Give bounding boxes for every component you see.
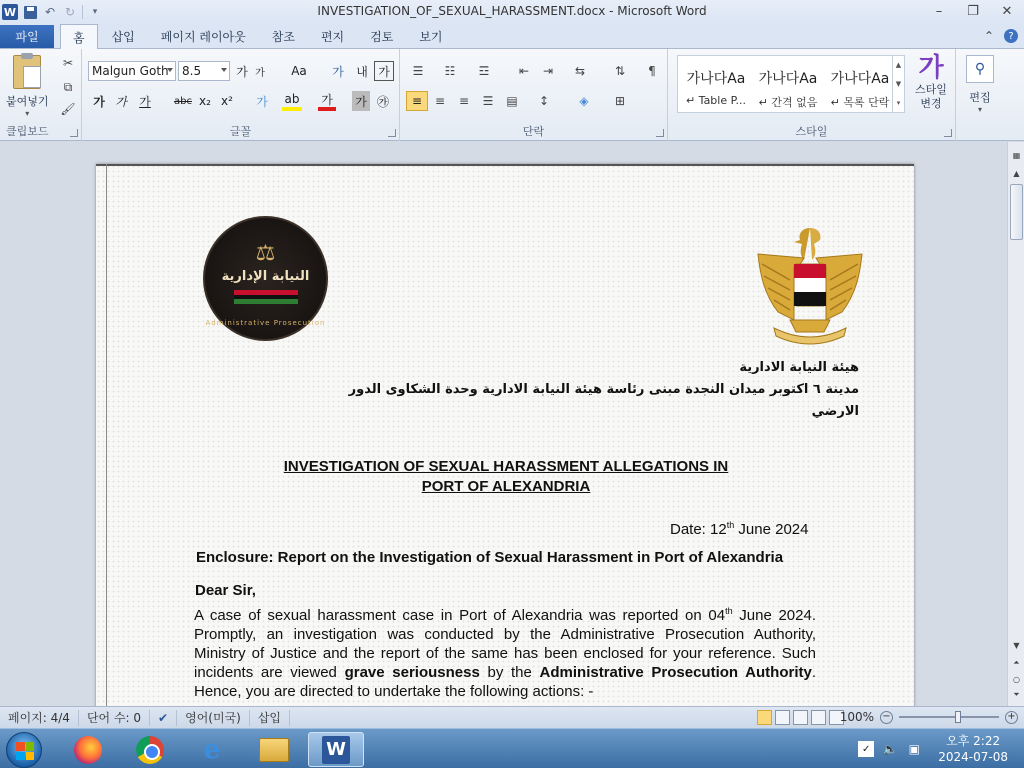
ruler-toggle-icon[interactable]: ▦ — [1012, 150, 1021, 160]
quick-styles-gallery — [677, 55, 905, 113]
body-paragraph — [194, 602, 816, 701]
word-count[interactable]: 단어 수: 0 — [79, 710, 150, 726]
body-bold-2: Administrative Prosecution Authority — [539, 664, 812, 681]
align-left-icon[interactable]: ≡ — [406, 91, 428, 111]
body-bold-1: grave seriousness — [344, 664, 480, 681]
status-bar — [0, 706, 1024, 728]
arabic-address-line: مدينة ٦ اكتوبر ميدان النجدة مبنى رئاسة هيئة النيابة الادارية وحدة الشكاوى الدور — [348, 382, 859, 397]
help-icon[interactable]: ? — [1004, 29, 1018, 43]
bullets-icon[interactable]: ☰ — [412, 64, 424, 78]
body-text-4: . Hence, you are directed to undertake the following actions: - — [194, 664, 817, 700]
show-marks-icon[interactable]: ¶ — [648, 64, 656, 78]
date-ordinal: th — [726, 520, 735, 530]
view-buttons — [757, 710, 844, 725]
increase-indent-icon[interactable]: ⇥ — [542, 64, 554, 78]
style-preview: 가나다Aa — [686, 71, 746, 87]
paste-icon — [13, 55, 41, 89]
body-text-3: by the — [479, 664, 540, 681]
print-layout-view-icon[interactable] — [757, 710, 772, 725]
tab-insert[interactable]: 삽입 — [111, 30, 135, 44]
windows-logo-icon — [16, 742, 34, 760]
taskbar-file-explorer[interactable] — [246, 732, 302, 767]
multilevel-list-icon[interactable]: ☲ — [478, 64, 490, 78]
font-size-value: 8.5 — [182, 64, 202, 78]
font-launcher-icon[interactable] — [388, 129, 396, 137]
decrease-indent-icon[interactable]: ⇤ — [518, 64, 530, 78]
proofing-icon[interactable]: ✔ — [150, 710, 177, 726]
styles-more-icon[interactable]: ▾ — [896, 98, 901, 107]
document-title-line-1: INVESTIGATION OF SEXUAL HARASSMENT ALLEGATIONS IN — [283, 458, 729, 475]
char-border-button[interactable]: 가 — [374, 61, 394, 81]
administrative-prosecution-seal-logo — [203, 216, 328, 341]
char-shading-button[interactable]: 가 — [352, 91, 370, 111]
quick-access-toolbar — [0, 4, 103, 20]
zoom-in-icon[interactable]: + — [1005, 711, 1018, 724]
text-effects-button[interactable]: 가 — [256, 94, 268, 109]
style-preview: 가나다Aa — [758, 71, 818, 87]
tab-review[interactable]: 검토 — [370, 30, 394, 44]
enclosure-line: Enclosure: Report on the Investigation of Sexual Harassment in Port of Alexandria — [196, 549, 784, 566]
egypt-flag-stripe — [234, 290, 298, 304]
clock-date: 2024-07-08 — [938, 750, 1008, 764]
document-date — [670, 520, 808, 538]
editing-dropdown-icon: ▾ — [977, 105, 982, 114]
windows-taskbar — [0, 728, 1024, 768]
insert-mode[interactable]: 삽입 — [250, 710, 290, 726]
clipboard-group-label: 클립보드 — [6, 125, 49, 138]
system-tray — [858, 733, 1008, 765]
scroll-down-icon[interactable]: ▼ — [1013, 640, 1020, 650]
clipboard-group — [0, 49, 82, 141]
copy-icon[interactable]: ⧉ — [63, 79, 73, 94]
internet-explorer-icon: e — [203, 734, 221, 765]
page-edge-line — [96, 164, 914, 166]
sort-icon[interactable]: ⇅ — [614, 64, 626, 78]
input-method-icon[interactable]: ✓ — [858, 741, 874, 757]
editing-button[interactable] — [962, 55, 998, 114]
align-center-icon[interactable]: ≡ — [434, 94, 446, 108]
tab-page-layout[interactable]: 페이지 레이아웃 — [160, 30, 246, 44]
change-styles-icon: 가 — [918, 53, 944, 83]
font-color-button[interactable]: 가 — [318, 91, 336, 111]
taskbar-word[interactable] — [308, 732, 364, 767]
vertical-scrollbar[interactable] — [1007, 142, 1024, 706]
undo-icon[interactable]: ↶ — [44, 5, 56, 19]
style-item-list-paragraph[interactable] — [824, 60, 896, 110]
style-item-no-spacing[interactable] — [752, 60, 824, 110]
cut-icon[interactable]: ✂ — [62, 56, 74, 70]
font-group — [82, 49, 400, 141]
shrink-font-button[interactable]: 가 — [255, 67, 265, 79]
highlight-button[interactable]: ab — [282, 91, 302, 111]
styles-down-icon[interactable]: ▼ — [895, 79, 902, 88]
distributed-icon[interactable]: ▤ — [506, 94, 518, 108]
outline-view-icon[interactable] — [811, 710, 826, 725]
arabic-address-line-2: الارضي — [811, 404, 859, 419]
start-button[interactable] — [6, 732, 42, 768]
egypt-eagle-emblem-icon — [754, 224, 866, 346]
find-binoculars-icon: ⚲ — [966, 55, 994, 83]
strikethrough-button[interactable]: abc — [174, 95, 192, 107]
network-icon[interactable]: ▣ — [908, 742, 920, 756]
arabic-authority-name: هيئة النيابة الادارية — [739, 360, 859, 375]
chrome-icon — [136, 736, 164, 764]
phonetic-guide-button[interactable]: 내 — [356, 64, 368, 79]
tab-file[interactable]: 파일 — [0, 25, 54, 48]
zoom-level[interactable]: 100% — [839, 710, 874, 724]
numbering-icon[interactable]: ☷ — [444, 64, 456, 78]
minimize-button[interactable]: – — [935, 3, 943, 19]
system-clock[interactable] — [938, 733, 1008, 765]
font-name-value: Malgun Goth — [92, 64, 169, 78]
close-button[interactable]: ✕ — [1001, 3, 1013, 19]
format-painter-icon[interactable]: 🖌 — [60, 102, 76, 116]
body-text-1: A case of sexual harassment case in Port of Alexandria was reported on 04 — [194, 607, 726, 624]
taskbar-internet-explorer[interactable] — [184, 732, 240, 767]
next-page-icon[interactable]: ⏷ — [1013, 690, 1020, 699]
window-title: INVESTIGATION_OF_SEXUAL_HARASSMENT.docx - Microsoft Word — [317, 4, 707, 18]
paragraph-group — [400, 49, 668, 141]
scroll-up-icon[interactable]: ▲ — [1013, 168, 1020, 178]
zoom-out-icon[interactable]: − — [880, 711, 893, 724]
line-spacing-icon[interactable]: ↕ — [538, 94, 550, 108]
editing-label: 편집 — [969, 91, 991, 104]
bold-button[interactable]: 가 — [93, 94, 105, 109]
underline-button[interactable]: 가 — [139, 94, 151, 109]
ribbon — [0, 49, 1024, 141]
styles-launcher-icon[interactable] — [944, 129, 952, 137]
taskbar-firefox[interactable] — [60, 732, 116, 767]
paragraph-group-label: 단락 — [522, 125, 545, 138]
qat-divider — [82, 5, 83, 19]
tab-home[interactable]: 홈 — [60, 24, 98, 49]
tab-view[interactable]: 보기 — [419, 30, 443, 44]
volume-icon[interactable]: 🔈 — [882, 742, 898, 756]
clear-format-button[interactable]: 가 — [332, 64, 344, 79]
web-layout-view-icon[interactable] — [793, 710, 808, 725]
change-styles-label: 스타일 변경 — [915, 83, 947, 110]
page-margin-line — [106, 164, 107, 706]
seal-ring-text: Administrative Prosecution — [205, 319, 326, 327]
paragraph-launcher-icon[interactable] — [656, 129, 664, 137]
styles-group-label: 스타일 — [795, 125, 828, 138]
body-ordinal: th — [725, 606, 733, 616]
paste-label: 붙여넣기 — [6, 95, 49, 108]
font-name-combo[interactable] — [88, 61, 176, 81]
minimize-ribbon-icon[interactable]: ⌃ — [983, 29, 994, 43]
tab-mailings[interactable]: 편지 — [320, 30, 345, 44]
tab-references[interactable]: 참조 — [271, 30, 295, 44]
date-prefix: Date: 12 — [670, 521, 727, 538]
font-group-label: 글꼴 — [229, 125, 252, 138]
zoom-control — [840, 710, 1018, 724]
change-styles-button[interactable] — [910, 53, 952, 111]
zoom-slider-knob[interactable] — [955, 711, 961, 723]
redo-icon[interactable]: ↻ — [64, 5, 76, 19]
browse-object-icon[interactable]: ○ — [1013, 674, 1020, 684]
align-right-icon[interactable]: ≡ — [458, 94, 470, 108]
justify-icon[interactable]: ☰ — [482, 94, 494, 108]
word-app-icon[interactable]: W — [3, 5, 17, 19]
enclose-chars-button[interactable]: ㉮ — [376, 94, 389, 109]
body-text-2: June 2024. Promptly, an investigation was conducted by the Administrative Prosecution Authority, Ministry of Justice and the report of the same has been enclosed for your reference. Such incidents are viewed — [194, 607, 816, 681]
document-page[interactable] — [96, 164, 914, 706]
clipboard-launcher-icon[interactable] — [70, 129, 78, 137]
language-indicator[interactable]: 영어(미국) — [177, 710, 250, 726]
paste-button[interactable] — [6, 55, 49, 118]
customize-qat-icon[interactable]: ▾ — [92, 7, 98, 17]
zoom-slider[interactable] — [899, 716, 999, 718]
window-controls — [922, 0, 1024, 22]
styles-scroll[interactable] — [892, 56, 904, 112]
folder-icon — [259, 738, 289, 762]
full-screen-reading-view-icon[interactable] — [775, 710, 790, 725]
italic-button[interactable]: 가 — [115, 94, 127, 109]
style-name: ↵ 간격 없음 — [758, 96, 818, 109]
subscript-button[interactable]: x₂ — [199, 94, 211, 108]
firefox-icon — [74, 736, 102, 764]
text-direction-icon[interactable]: ⇆ — [574, 64, 586, 78]
date-suffix: June 2024 — [734, 521, 809, 538]
seal-arabic-text: النيابة الإدارية — [221, 269, 310, 284]
scales-of-justice-icon: ⚖ — [255, 241, 276, 266]
paste-dropdown-icon[interactable]: ▾ — [25, 109, 30, 118]
borders-icon[interactable]: ⊞ — [614, 94, 626, 108]
salutation: Dear Sir, — [195, 582, 256, 599]
restore-button[interactable]: ❐ — [967, 3, 979, 19]
font-size-combo[interactable] — [178, 61, 230, 81]
document-area — [0, 142, 1007, 706]
grow-font-button[interactable]: 가 — [236, 64, 248, 79]
taskbar-chrome[interactable] — [122, 732, 178, 767]
styles-up-icon[interactable]: ▲ — [895, 61, 902, 70]
page-count[interactable]: 페이지: 4/4 — [0, 710, 79, 726]
title-bar — [0, 0, 1024, 24]
style-item-table-paragraph[interactable] — [680, 60, 752, 110]
change-case-button[interactable]: Aa — [291, 64, 307, 78]
previous-page-icon[interactable]: ⏶ — [1013, 658, 1020, 667]
ribbon-tabs — [0, 24, 1024, 49]
superscript-button[interactable]: x² — [221, 94, 233, 108]
scroll-thumb[interactable] — [1010, 184, 1023, 240]
save-icon[interactable] — [22, 4, 38, 20]
word-icon: W — [322, 736, 350, 764]
style-name: ↵ 목록 단락 — [830, 96, 890, 109]
document-title-line-2: PORT OF ALEXANDRIA — [421, 478, 591, 495]
shading-icon[interactable]: ◈ — [579, 94, 589, 108]
style-preview: 가나다Aa — [830, 71, 890, 87]
clock-time: 오후 2:22 — [946, 734, 1001, 748]
style-name: ↵ Table P... — [685, 94, 747, 107]
